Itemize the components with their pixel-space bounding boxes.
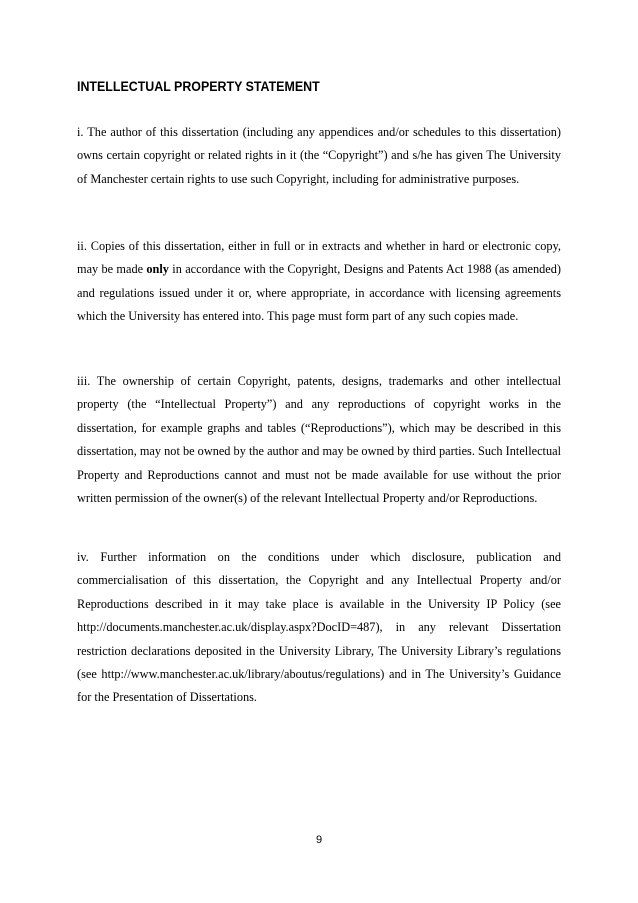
section-heading: INTELLECTUAL PROPERTY STATEMENT — [77, 79, 320, 94]
paragraph-iii: iii. The ownership of certain Copyright, patents, designs, trademarks and other intellectual property (the “Intellectual Property”) and any reproductions of copyright works in the dissertation, for example graphs and tables (“Reproductions”), which may be described in this dissertation, may not be owned by the author and may be owned by third parties. Such Intellectual Property and Reproductions cannot and must not be made available for use without the prior written permission of the owner(s) of the relevant Intellectual Property and/or Reproductions. — [77, 374, 561, 506]
page-number: 9 — [315, 834, 323, 846]
paragraph-iv: iv. Further information on the conditions under which disclosure, publication and commercialisation of this dissertation, the Copyright and any Intellectual Property and/or Reproductions described in it may take place is available in the University IP Policy (see http://documents.manchester.ac.uk/display.aspx?DocID=487), in any relevant Dissertation restriction declarations deposited in the University Library, The University Library’s regulations (see http://www.manchester.ac.uk/library/aboutus/regulations) and in The University’s Guidance for the Presentation of Dissertations. — [77, 550, 561, 705]
paragraph-i: i. The author of this dissertation (including any appendices and/or schedules to this dissertation) owns certain copyright or related rights in it (the “Copyright”) and s/he has given The University of Manchester certain rights to use such Copyright, including for administrative purposes. — [77, 125, 561, 186]
paragraph-ii-text-end: in accordance with the Copyright, Designs and Patents Act 1988 (as amended) and regulations issued under it or, where appropriate, in accordance with licensing agreements which the University has entered into. This page must form part of any such copies made. — [77, 262, 561, 324]
paragraph-ii — [77, 235, 561, 329]
paragraph-ii-emphasis: only — [146, 262, 169, 277]
paragraph-ii-text-start: ii. Copies of this dissertation, either in full or in extracts and whether in hard or electronic copy, may be made — [77, 239, 561, 277]
